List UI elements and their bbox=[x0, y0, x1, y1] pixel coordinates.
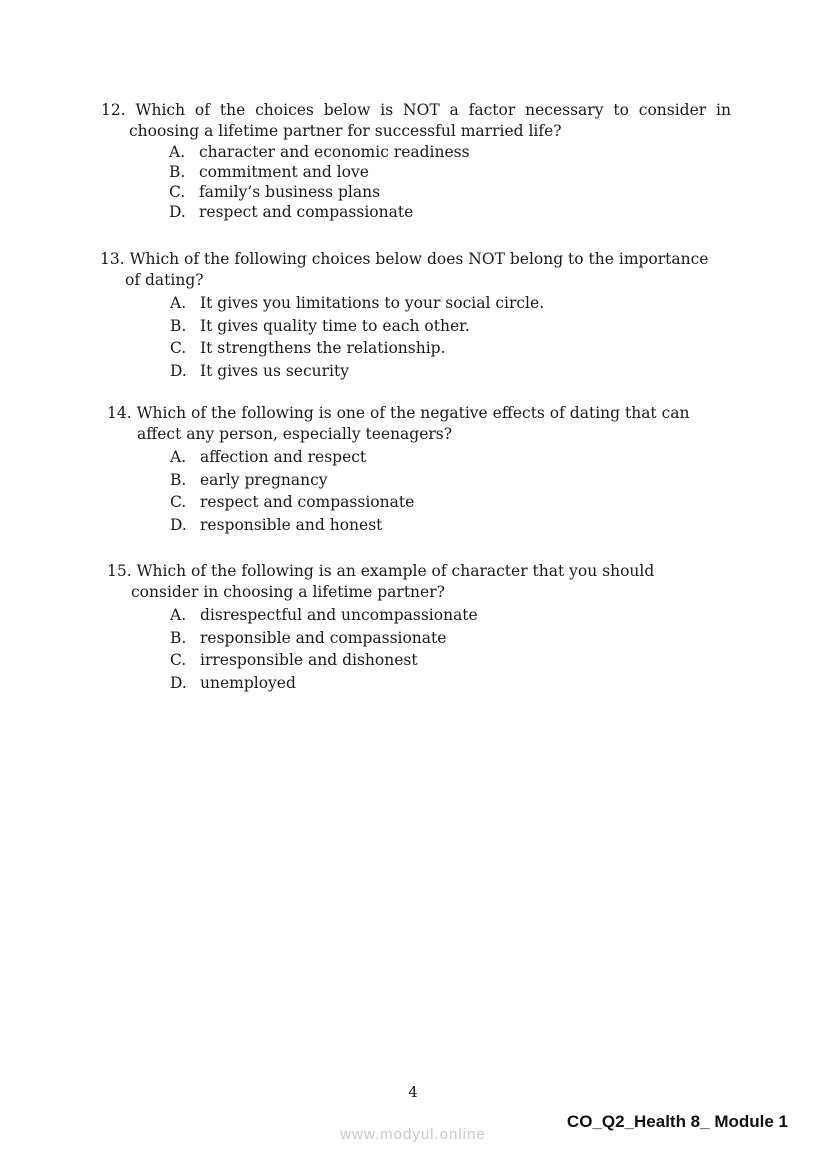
question-text: Which of the following is one of the negative effects of dating that can bbox=[136, 404, 690, 422]
answer-options bbox=[170, 604, 747, 694]
question-stem-line-1 bbox=[107, 561, 747, 582]
question-number: 12. bbox=[101, 101, 126, 119]
option-letter: A. bbox=[170, 448, 187, 466]
option-b bbox=[170, 469, 747, 492]
option-c bbox=[169, 182, 731, 202]
option-letter: B. bbox=[169, 163, 186, 181]
question-text: Which of the choices below is NOT a factor necessary to consider in bbox=[135, 101, 731, 119]
question-stem-line-2: consider in choosing a lifetime partner? bbox=[131, 583, 445, 601]
answer-options bbox=[170, 292, 740, 382]
option-text: It gives quality time to each other. bbox=[200, 316, 470, 335]
option-text: responsible and compassionate bbox=[200, 628, 447, 647]
question-stem bbox=[107, 403, 747, 445]
option-c bbox=[170, 491, 747, 514]
question-14 bbox=[107, 403, 747, 536]
question-number: 15. bbox=[107, 562, 132, 580]
option-letter: C. bbox=[169, 183, 186, 201]
question-stem-line-1 bbox=[107, 403, 747, 424]
option-text: unemployed bbox=[200, 673, 296, 692]
option-b bbox=[170, 627, 747, 650]
option-text: responsible and honest bbox=[200, 515, 383, 534]
option-d bbox=[170, 514, 747, 537]
option-text: early pregnancy bbox=[200, 470, 328, 489]
option-d bbox=[169, 202, 731, 222]
question-text: Which of the following choices below does NOT belong to the importance bbox=[129, 250, 709, 268]
answer-options bbox=[170, 446, 747, 536]
option-text: respect and compassionate bbox=[199, 203, 414, 221]
answer-options bbox=[169, 142, 731, 222]
module-code: CO_Q2_Health 8_ Module 1 bbox=[566, 1112, 788, 1131]
question-text: Which of the following is an example of character that you should bbox=[136, 562, 655, 580]
option-text: disrespectful and uncompassionate bbox=[200, 606, 478, 624]
option-letter: A. bbox=[169, 143, 186, 161]
option-d bbox=[170, 360, 740, 383]
option-a bbox=[170, 604, 747, 627]
option-text: It gives you limitations to your social circle. bbox=[200, 294, 545, 312]
option-text: respect and compassionate bbox=[200, 493, 415, 511]
option-letter: A. bbox=[170, 294, 187, 312]
option-letter: C. bbox=[170, 651, 187, 669]
option-b bbox=[170, 315, 740, 338]
option-d bbox=[170, 672, 747, 695]
option-letter: B. bbox=[170, 316, 187, 335]
option-a bbox=[170, 446, 747, 469]
option-text: irresponsible and dishonest bbox=[200, 651, 418, 669]
option-letter: C. bbox=[170, 339, 187, 357]
question-stem-line-2: affect any person, especially teenagers? bbox=[137, 425, 453, 443]
question-12 bbox=[101, 100, 731, 222]
option-c bbox=[170, 337, 740, 360]
question-stem-line-2: of dating? bbox=[125, 271, 204, 289]
option-text: affection and respect bbox=[200, 448, 367, 466]
question-number: 13. bbox=[100, 250, 125, 268]
option-text: commitment and love bbox=[199, 163, 369, 181]
option-b bbox=[169, 162, 731, 182]
question-number: 14. bbox=[107, 404, 132, 422]
option-letter: A. bbox=[170, 606, 187, 624]
question-stem bbox=[107, 561, 747, 603]
option-letter: D. bbox=[170, 673, 187, 692]
question-stem-line-2: choosing a lifetime partner for successful married life? bbox=[129, 122, 562, 140]
question-stem bbox=[101, 100, 731, 142]
option-letter: D. bbox=[170, 515, 187, 534]
option-letter: B. bbox=[170, 628, 187, 647]
option-text: family’s business plans bbox=[199, 183, 381, 201]
question-15 bbox=[107, 561, 747, 694]
watermark: www.modyul.online bbox=[340, 1126, 486, 1143]
option-c bbox=[170, 649, 747, 672]
option-text: It strengthens the relationship. bbox=[200, 339, 446, 357]
option-letter: C. bbox=[170, 493, 187, 511]
option-text: character and economic readiness bbox=[199, 143, 470, 161]
option-letter: D. bbox=[169, 203, 186, 221]
option-a bbox=[170, 292, 740, 315]
option-letter: B. bbox=[170, 470, 187, 489]
question-stem-line-1 bbox=[101, 100, 731, 121]
page-number: 4 bbox=[408, 1083, 418, 1101]
option-text: It gives us security bbox=[200, 361, 349, 380]
question-stem-line-1 bbox=[100, 249, 740, 270]
option-letter: D. bbox=[170, 361, 187, 380]
question-13 bbox=[100, 249, 740, 382]
option-a bbox=[169, 142, 731, 162]
question-stem bbox=[100, 249, 740, 291]
